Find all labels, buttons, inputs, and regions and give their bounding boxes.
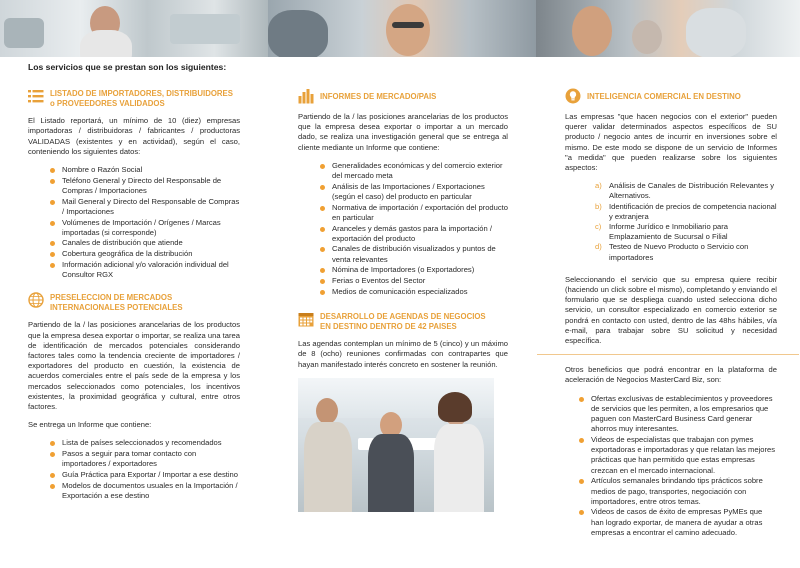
- paragraph: Seleccionando el servicio que su empresa quiere recibir (haciendo un click sobre el mismo), completando y enviando el formulario que se despliega cuando usted selecciona dicho servicio, un consultor especializado en comercio exterior se pondrá en contacto con usted, dentro de las 48hs hábiles, vía e-mail, para trabajar sobre SU solicitud y necesidad específica.: [565, 274, 777, 346]
- list-item: Canales de distribución que atiende: [50, 238, 240, 248]
- list-item: Generalidades económicas y del comercio exterior del mercado meta: [320, 161, 508, 181]
- business-meeting-photo: [298, 378, 494, 512]
- globe-icon: [28, 292, 44, 308]
- section-header-inteligencia: [565, 88, 777, 104]
- list-item: Nómina de Importadores (o Exportadores): [320, 265, 508, 275]
- section-title: DESARROLLO DE AGENDAS DE NEGOCIOS EN DESTINO DENTRO DE 42 PAISES: [320, 311, 486, 331]
- list-item: Cobertura geográfica de la distribución: [50, 249, 240, 259]
- list-item: Mail General y Directo del Responsable de Compras / Importaciones: [50, 197, 240, 217]
- list-item: b) Identificación de precios de competencia nacional y extranjera: [595, 201, 777, 221]
- list-item: Nombre o Razón Social: [50, 165, 240, 175]
- section-title: PRESELECCION DE MERCADOS INTERNACIONALES POTENCIALES: [50, 293, 183, 312]
- column-left: [28, 88, 240, 511]
- list-item: Volúmenes de Importación / Orígenes / Marcas importadas (si corresponde): [50, 218, 240, 238]
- list-item: Guía Práctica para Exportar / Importar a ese destino: [50, 470, 240, 480]
- list-item: a) Análisis de Canales de Distribución Relevantes y Alternativos.: [595, 181, 775, 201]
- paragraph: Partiendo de la / las posiciones arancelarias de los productos que la empresa desea exportar o importar, se realiza una tarea de identificación de mercados potenciales considerando factores tales como la tendencia creciente de importadores / exportadores del producto en cuestión, la existencia de acuerdos comerciales entre el país sede de la empresa y los mercados seleccionados como potenciales, los incentivos existentes, la proximidad geográfica y cultural, entre otros factores.: [28, 320, 240, 412]
- list-item: d) Testeo de Nuevo Producto o Servicio con importadores: [595, 242, 749, 262]
- column-right: [565, 88, 777, 548]
- section-header-agendas: [298, 311, 508, 331]
- list-item: Ferias o Eventos del Sector: [320, 276, 508, 286]
- list-item: Medios de comunicación especializados: [320, 287, 508, 297]
- section-divider: [537, 354, 799, 355]
- section-header-preseleccion: [28, 292, 240, 312]
- list-item: Ofertas exclusivas de establecimientos y proveedores de servicios que les permiten, a los empresarios que paguen con MasterCard Business Card generar ahorros muy interesantes.: [579, 394, 777, 435]
- intro-heading: Los servicios que se prestan son los siguientes:: [28, 62, 227, 72]
- businessman-photo: [268, 0, 536, 57]
- paragraph: El Listado reportará, un mínimo de 10 (diez) empresas importadoras / distribuidoras / fabricantes / productoras VALIDADAS (existentes y en actividad), según el caso, conteniendo los siguientes datos:: [28, 116, 240, 156]
- section-title: INFORMES DE MERCADO/PAIS: [320, 92, 437, 101]
- bullet-list: [50, 165, 240, 280]
- list-item: Canales de distribución visualizados y puntos de venta relevantes: [320, 244, 508, 264]
- bullet-list: [50, 438, 240, 501]
- section-title: LISTADO DE IMPORTADORES, DISTRIBUIDORES o PROVEEDORES VALIDADOS: [50, 89, 233, 108]
- list-item: Análisis de las Importaciones / Exportaciones (según el caso) del producto en particular: [320, 182, 508, 202]
- paragraph: Las empresas "que hacen negocios con el exterior" pueden querer validar determinados aspectos específicos de SU producto / negocio antes de incurrir en inversiones sobre el mismo. De este modo se dispone de un servicio de Informes "a medida" que pueden realizarse sobre los siguientes aspectos:: [565, 112, 777, 173]
- list-icon: [28, 88, 44, 104]
- list-item: Teléfono General y Directo del Responsable de Compras / Importaciones: [50, 176, 240, 196]
- team-photo: [536, 0, 800, 57]
- list-item: Videos de casos de éxito de empresas PyMEs que han logrado exportar, de manera de ayudar a otras empresas a encontrar el camino adecuado.: [579, 507, 777, 538]
- bullet-list: [320, 161, 508, 297]
- section-header-listado: [28, 88, 240, 108]
- list-item: Información adicional y/o valoración individual del Consultor RGX: [50, 260, 240, 280]
- paragraph: Partiendo de la / las posiciones arancelarias de los productos que la empresa desea exportar o importar a un mercado dado, se realiza una investigación general que se entrega al cliente mediante un Informe que contiene:: [298, 112, 508, 152]
- lightbulb-icon: [565, 88, 581, 104]
- list-item: c) Informe Jurídico e Inmobiliario para Emplazamiento de Sucursal o Filial: [595, 222, 729, 242]
- list-item: Pasos a seguir para tomar contacto con importadores / exportadores: [50, 449, 240, 469]
- bar-chart-icon: [298, 88, 314, 104]
- section-header-informes: [298, 88, 508, 104]
- section-title: INTELIGENCIA COMERCIAL EN DESTINO: [587, 92, 741, 101]
- column-middle: [298, 88, 508, 512]
- list-item: Lista de países seleccionados y recomendados: [50, 438, 240, 448]
- header-photo-banner: [0, 0, 800, 57]
- list-item: Videos de especialistas que trabajan con pymes exportadoras e importadoras y que relatan las mejores prácticas que han permitido que estas empresas crezcan en el mercado internacional.: [579, 435, 777, 476]
- list-item: Modelos de documentos usuales en la Importación / Exportación a ese destino: [50, 481, 240, 501]
- bullet-list: [579, 394, 777, 538]
- list-item: Aranceles y demás gastos para la importación / exportación del producto: [320, 224, 508, 244]
- lettered-list: [595, 181, 777, 263]
- list-item: Artículos semanales brindando tips prácticos sobre medios de pago, transportes, negociación con importadores, entre otros temas.: [579, 476, 777, 507]
- list-item: Normativa de importación / exportación del producto en particular: [320, 203, 508, 223]
- paragraph: Las agendas contemplan un mínimo de 5 (cinco) y un máximo de 8 (ocho) reuniones confirmadas con contrapartes que hayan manifestado interés concreto en sostener la reunión.: [298, 339, 508, 369]
- office-photo: [0, 0, 268, 57]
- paragraph: Se entrega un Informe que contiene:: [28, 420, 152, 430]
- calendar-icon: [298, 311, 314, 327]
- paragraph: Otros beneficios que podrá encontrar en la plataforma de aceleración de Negocios MasterCard Biz, son:: [565, 365, 777, 385]
